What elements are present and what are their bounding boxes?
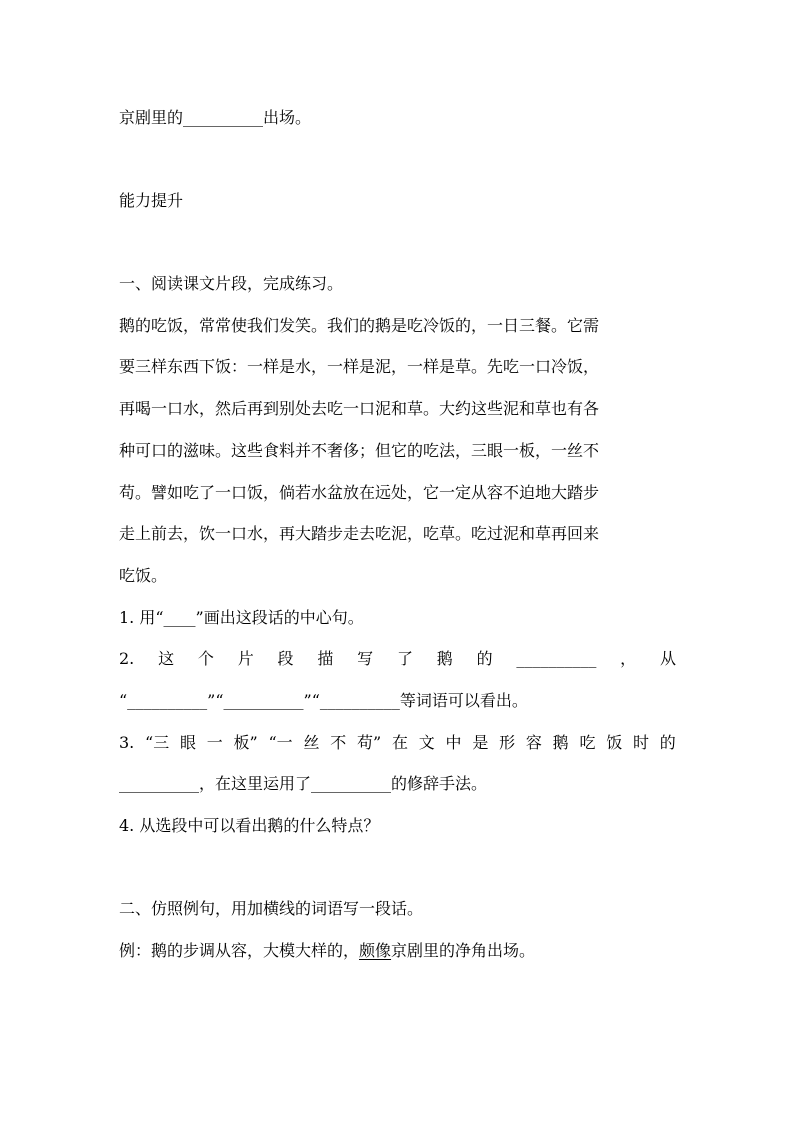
q2-token: 段 xyxy=(277,649,294,668)
q2-token: 写 xyxy=(357,649,374,668)
q3-token: 板” xyxy=(233,733,258,752)
line-text-before: 京剧里的 xyxy=(119,108,184,127)
example-underlined-word: 颇像 xyxy=(359,941,392,960)
q2-token: ， xyxy=(620,649,637,668)
line-text-after: 出场。 xyxy=(263,108,312,127)
q2-token: 这 xyxy=(158,649,175,668)
example-sentence xyxy=(119,939,676,963)
q3-token: 鹅 xyxy=(552,733,569,752)
passage-line: 要三样东西下饭：一样是水，一样是泥，一样是草。先吃一口冷饭， xyxy=(119,357,600,376)
passage-line: 苟。譬如吃了一口饭，倘若水盆放在远处，它一定从容不迫地大踏步 xyxy=(119,483,600,502)
q3-token: 是 xyxy=(472,733,489,752)
part2-heading: 二、仿照例句，用加横线的词语写一段话。 xyxy=(119,899,424,918)
q3-token: 饭 xyxy=(606,733,623,752)
question-3-continued: __________，在这里运用了__________的修辞手法。 xyxy=(119,774,488,793)
q3-token: 容 xyxy=(525,733,542,752)
question-2 xyxy=(119,647,676,671)
q3-token: 中 xyxy=(445,733,462,752)
q2-token: 鹅 xyxy=(436,649,453,668)
q2-token: 了 xyxy=(396,649,413,668)
q3-token: “一 xyxy=(268,733,293,752)
passage-line: 再喝一口水，然后再到别处去吃一口泥和草。大约这些泥和草也有各 xyxy=(119,399,600,418)
q3-token: 形 xyxy=(499,733,516,752)
q3-token: 的 xyxy=(659,733,676,752)
passage-line: 走上前去，饮一口水，再大踏步走去吃泥，吃草。吃过泥和草再回来 xyxy=(119,524,600,543)
question-3 xyxy=(119,731,676,755)
q3-token: 眼 xyxy=(179,733,196,752)
answer-blank: __________ xyxy=(516,649,597,668)
q2-token: 个 xyxy=(197,649,214,668)
q3-token: 文 xyxy=(418,733,435,752)
q3-token: 3. xyxy=(119,733,135,752)
q2-token: 描 xyxy=(317,649,334,668)
passage-line: 吃饭。 xyxy=(119,566,168,585)
section-title: 能力提升 xyxy=(119,191,184,210)
answer-blank: __________ xyxy=(183,108,264,127)
q2-token: 2. xyxy=(119,649,135,668)
q3-token: 时 xyxy=(633,733,650,752)
q2-token: 的 xyxy=(476,649,493,668)
passage-line: 种可口的滋味。这些食料并不奢侈；但它的吃法，三眼一板，一丝不 xyxy=(119,441,600,460)
question-1: 1. 用“____”画出这段话的中心句。 xyxy=(119,608,364,627)
q3-token: 不 xyxy=(330,733,347,752)
q3-token: 吃 xyxy=(579,733,596,752)
q2-token: 片 xyxy=(237,649,254,668)
part1-heading: 一、阅读课文片段，完成练习。 xyxy=(119,274,344,293)
q3-token: 一 xyxy=(206,733,223,752)
q3-token: 在 xyxy=(391,733,408,752)
q2-token: 从 xyxy=(659,649,676,668)
passage-line: 鹅的吃饭，常常使我们发笑。我们的鹅是吃冷饭的，一日三餐。它需 xyxy=(119,316,600,335)
fill-in-line xyxy=(119,106,676,130)
q3-token: 丝 xyxy=(303,733,320,752)
q3-token: 苟” xyxy=(357,733,382,752)
q3-token: “三 xyxy=(145,733,170,752)
example-text-after: 京剧里的净角出场。 xyxy=(391,941,536,960)
example-text-before: 例：鹅的步调从容，大模大样的， xyxy=(119,941,360,960)
question-2-continued: “__________”“__________”“__________等词语可以看出。 xyxy=(119,691,528,710)
question-4: 4. 从选段中可以看出鹅的什么特点？ xyxy=(119,816,380,835)
